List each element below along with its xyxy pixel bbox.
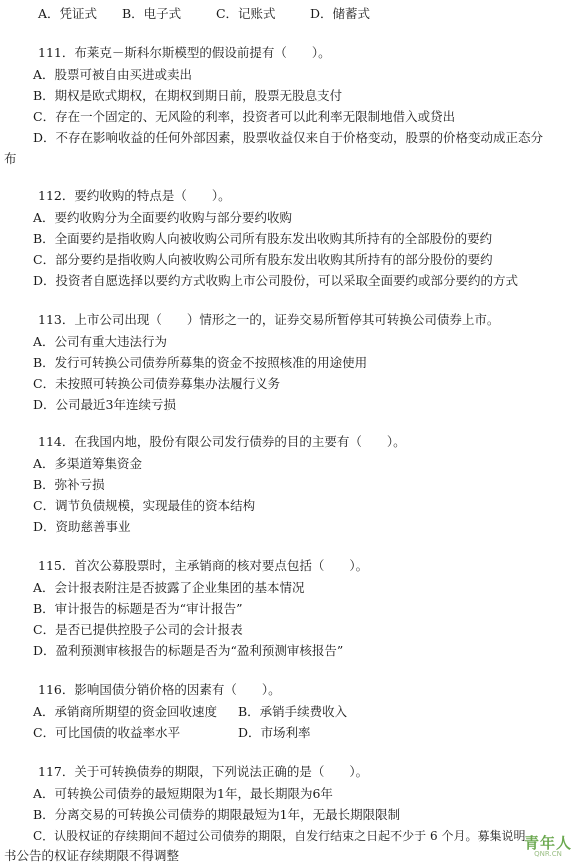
question-114-option-a: A．多渠道筹集资金 bbox=[33, 456, 143, 471]
question-114-option-b: B．弥补亏损 bbox=[33, 477, 105, 492]
question-111-continuation: 布 bbox=[4, 151, 17, 166]
question-113-option-a: A．公司有重大违法行为 bbox=[33, 334, 168, 349]
question-111-option-b: B．期权是欧式期权，在期权到期日前，股票无股息支付 bbox=[33, 88, 343, 103]
question-116-stem: 116．影响国债分销价格的因素有（ ）。 bbox=[38, 682, 281, 697]
question-113-option-c: C．未按照可转换公司债券募集办法履行义务 bbox=[33, 376, 281, 391]
question-111-option-a: A．股票可被自由买进或卖出 bbox=[33, 67, 193, 82]
question-117-option-c: C．认股权证的存续期间不超过公司债券的期限，自发行结束之日起不少于 6 个月。募集说明 bbox=[33, 829, 526, 843]
top-option-c: C．记账式 bbox=[215, 6, 276, 21]
question-114-option-c: C．调节负债规模，实现最佳的资本结构 bbox=[33, 498, 256, 513]
question-111-option-d: D．不存在影响收益的任何外部因素，股票收益仅来自于价格变动，股票的价格变动成正态分 bbox=[33, 130, 544, 145]
question-115-option-c: C．是否已提供控股子公司的会计报表 bbox=[33, 622, 243, 637]
question-112-option-b: B．全面要约是指收购人向被收购公司所有股东发出收购其所持有的全部股份的要约 bbox=[33, 231, 493, 246]
question-116-option-b: B．承销手续费收入 bbox=[238, 704, 348, 719]
question-113-option-b: B．发行可转换公司债券所募集的资金不按照核准的用途使用 bbox=[33, 355, 368, 370]
question-114-stem: 114．在我国内地，股份有限公司发行债券的目的主要有（ ）。 bbox=[38, 434, 406, 449]
watermark-sub-text: QNR.CN bbox=[534, 850, 562, 858]
question-111-stem: 111．布莱克－斯科尔斯模型的假设前提有（ ）。 bbox=[38, 45, 331, 60]
top-option-b: B．电子式 bbox=[121, 6, 182, 21]
top-options-row bbox=[38, 6, 370, 22]
question-114-option-d: D．资助慈善事业 bbox=[33, 519, 131, 534]
question-116-option-a: A．承销商所期望的资金回收速度 bbox=[33, 704, 218, 719]
question-116-option-c: C．可比国债的收益率水平 bbox=[33, 725, 181, 740]
question-117-option-b: B．分离交易的可转换公司债券的期限最短为1年，无最长期限限制 bbox=[33, 807, 401, 822]
question-112-option-d: D．投资者自愿选择以要约方式收购上市公司股份，可以采取全面要约或部分要约的方式 bbox=[33, 273, 519, 288]
question-117-option-a: A．可转换公司债券的最短期限为1年，最长期限为6年 bbox=[33, 786, 333, 801]
question-112-stem: 112．要约收购的特点是（ ）。 bbox=[38, 188, 231, 203]
question-113-stem: 113．上市公司出现（ ）情形之一的，证券交易所暂停其可转换公司债券上市。 bbox=[38, 312, 500, 327]
question-117-stem: 117．关于可转换债券的期限，下列说法正确的是（ ）。 bbox=[38, 764, 369, 779]
question-111-option-c: C．存在一个固定的、无风险的利率，投资者可以此利率无限制地借入或贷出 bbox=[33, 109, 456, 124]
question-116-option-d: D．市场利率 bbox=[238, 725, 311, 740]
question-112-option-c: C．部分要约是指收购人向被收购公司所有股东发出收购其所持有的部分股份的要约 bbox=[33, 252, 493, 267]
question-115-option-a: A．会计报表附注是否披露了企业集团的基本情况 bbox=[33, 580, 305, 595]
question-117-continuation: 书公告的权证存续期限不得调整 bbox=[4, 848, 180, 863]
watermark-main-text: 青年人 bbox=[523, 834, 572, 852]
question-115-option-d: D．盈利预测审核报告的标题是否为“盈利预测审核报告” bbox=[33, 643, 344, 658]
question-115-stem: 115．首次公募股票时，主承销商的核对要点包括（ ）。 bbox=[38, 558, 369, 573]
question-113-option-d: D．公司最近3年连续亏损 bbox=[33, 397, 176, 412]
top-option-a: A．凭证式 bbox=[38, 6, 98, 21]
question-112-option-a: A．要约收购分为全面要约收购与部分要约收购 bbox=[33, 210, 293, 225]
watermark-logo bbox=[524, 836, 572, 858]
top-option-d: D．储蓄式 bbox=[309, 6, 370, 21]
question-115-option-b: B．审计报告的标题是否为“审计报告” bbox=[33, 601, 243, 616]
